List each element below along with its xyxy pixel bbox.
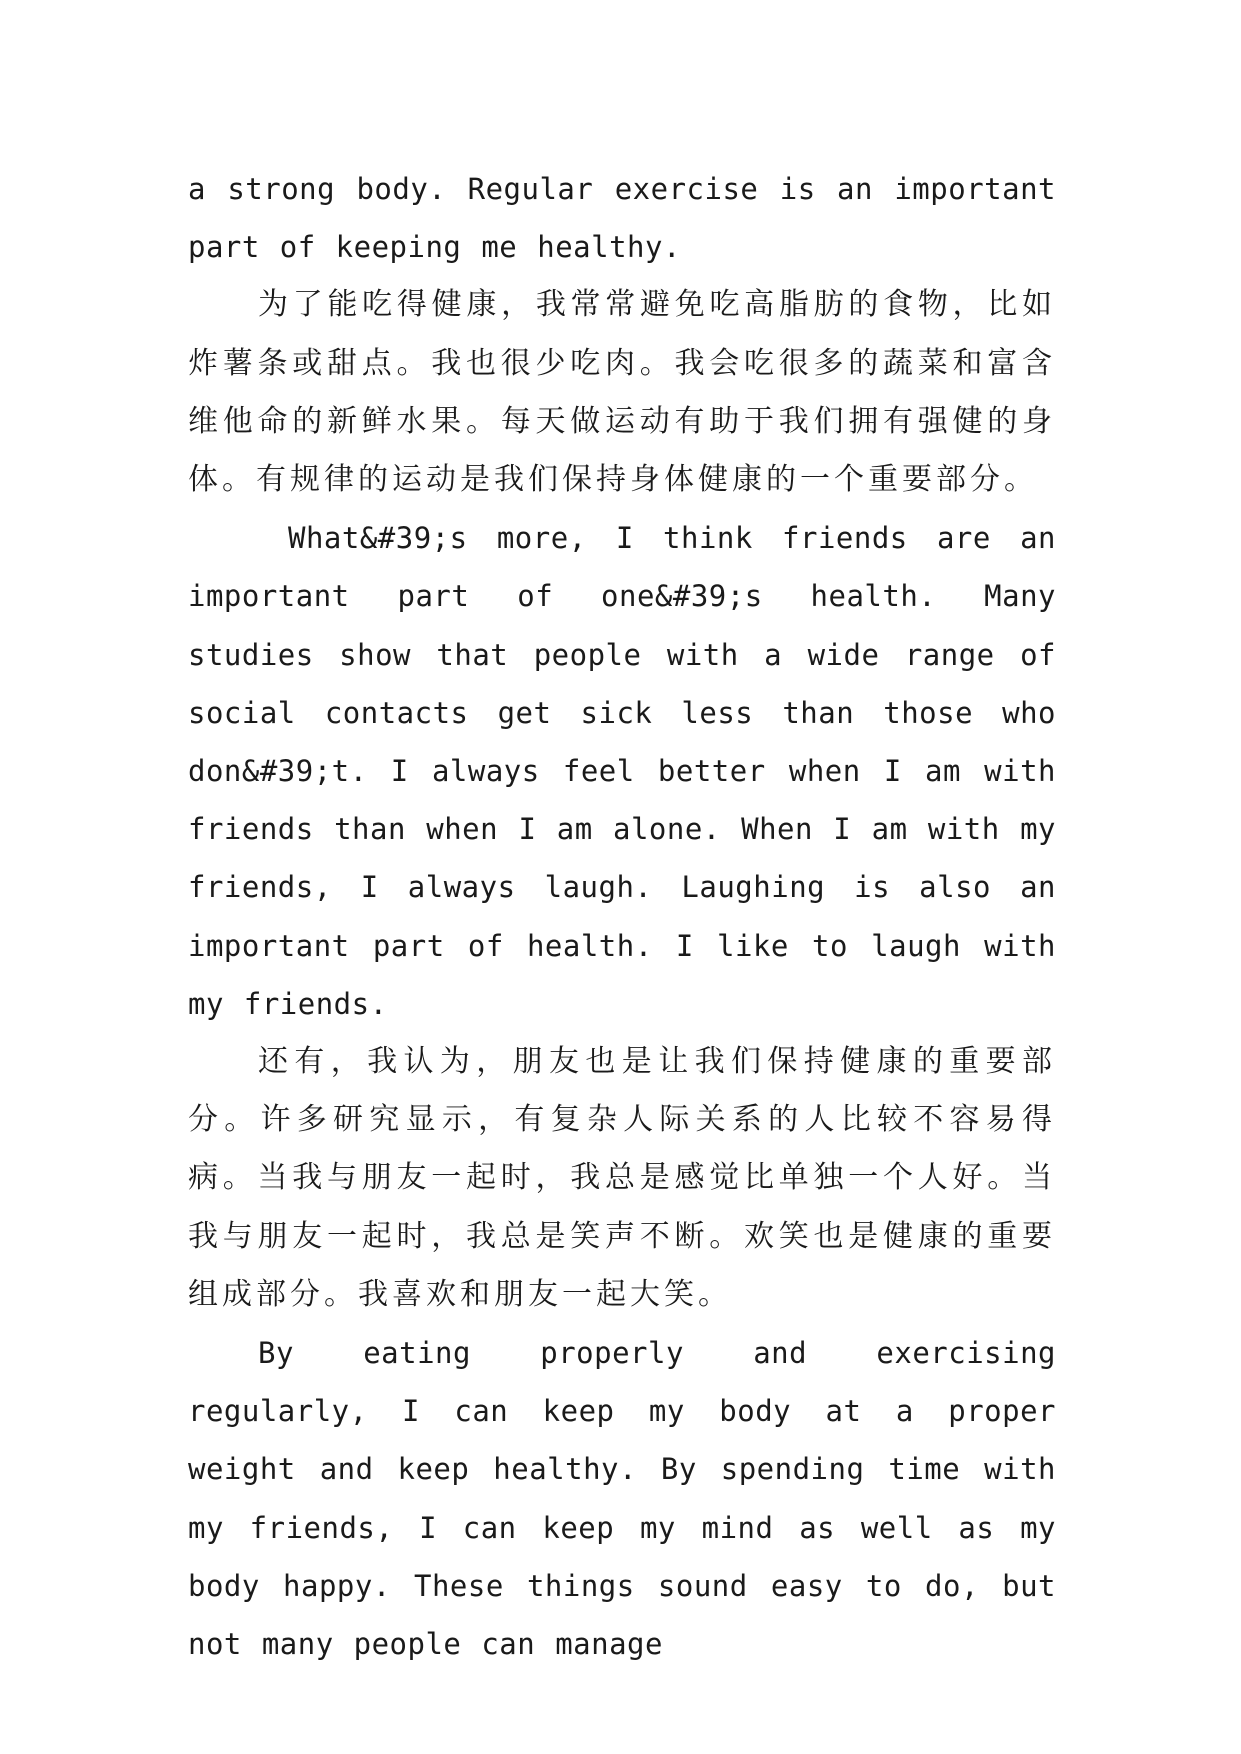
paragraph-en-3: By eating properly and exercising regularly, I can keep my body at a proper weight and keep healthy. By spending time with my friends, I can keep my mind as well as my body happy. These things sound easy to do, but not many people can manage [188,1336,1056,1662]
paragraph-cn-1: 为了能吃得健康，我常常避免吃高脂肪的食物，比如炸薯条或甜点。我也很少吃肉。我会吃很多的蔬菜和富含维他命的新鲜水果。每天做运动有助于我们拥有强健的身体。有规律的运动是我们保持身体健康的一个重要部分。 [188,287,1056,498]
paragraph-en-2: What&#39;s more, I think friends are an important part of one&#39;s health. Many studies show that people with a wide range of social contacts get sick less than those who don&#39;t. I always feel better when I am with friends than when I am alone. When I am with my friends, I always laugh. Laughing is also an important part of health. I like to laugh with my friends. [188,521,1056,1021]
paragraph-en-1: a strong body. Regular exercise is an important part of keeping me healthy. [188,172,1056,265]
paragraph-cn-2: 还有，我认为，朋友也是让我们保持健康的重要部分。许多研究显示，有复杂人际关系的人比较不容易得病。当我与朋友一起时，我总是感觉比单独一个人好。当我与朋友一起时，我总是笑声不断。欢笑也是健康的重要组成部分。我喜欢和朋友一起大笑。 [188,1044,1056,1312]
document-body [188,160,1056,1673]
